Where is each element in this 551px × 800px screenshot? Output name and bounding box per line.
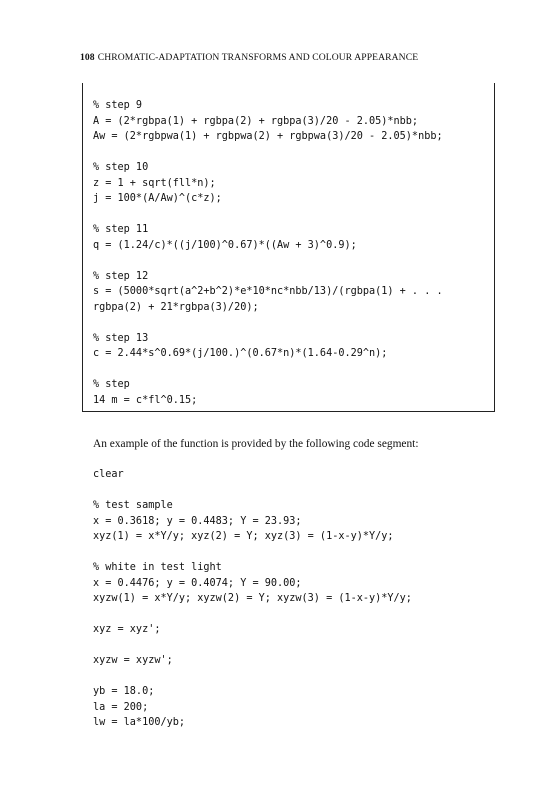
code-line [93, 315, 443, 331]
chapter-title: CHROMATIC-ADAPTATION TRANSFORMS AND COLOUR APPEARANCE [97, 52, 419, 63]
code-line: yb = 18.0; [93, 686, 155, 697]
code-line: % step 9 [93, 100, 143, 111]
example-code-segment [93, 467, 412, 731]
intro-paragraph: An example of the function is provided by the following code segment: [93, 438, 419, 450]
code-line: xyz(1) = x*Y/y; xyz(2) = Y; xyz(3) = (1-x-y)*Y/y; [93, 531, 394, 542]
code-listing [93, 98, 443, 408]
code-line: q = (1.24/c)*((j/100)^0.67)*((Aw + 3)^0.9); [93, 239, 357, 251]
code-line: s = (5000*sqrt(a^2+b^2)*e*10*nc*nbb/13)/(rgbpa(1) + . . . [93, 286, 443, 297]
page-number: 108 [80, 52, 95, 63]
code-line: % step 12 [93, 270, 149, 282]
code-line: xyz = xyz'; [93, 624, 161, 635]
code-line: % step 13 [93, 332, 149, 344]
code-line [93, 483, 412, 499]
code-line: Aw = (2*rgbpwa(1) + rgbpwa(2) + rgbpwa(3)/20 - 2.05)*nbb; [93, 131, 443, 142]
code-line: la = 200; [93, 701, 149, 713]
code-line: % step 10 [93, 162, 149, 173]
code-line [93, 545, 412, 561]
code-line [93, 253, 443, 269]
code-line: x = 0.3618; y = 0.4483; Y = 23.93; [93, 515, 302, 527]
code-line: % test sample [93, 500, 173, 511]
code-line: xyzw(1) = x*Y/y; xyzw(2) = Y; xyzw(3) = (1-x-y)*Y/y; [93, 593, 412, 604]
code-line [93, 362, 443, 378]
code-line [93, 607, 412, 623]
code-line: 14 m = c*fl^0.15; [93, 394, 198, 406]
code-line: lw = la*100/yb; [93, 717, 186, 728]
running-header [80, 52, 480, 63]
code-line: clear [93, 469, 124, 480]
code-line: c = 2.44*s^0.69*(j/100.)^(0.67*n)*(1.64-0.29^n); [93, 348, 388, 359]
code-line [93, 207, 443, 223]
code-line: % step [93, 379, 130, 390]
code-line: xyzw = xyzw'; [93, 655, 173, 666]
code-line: rgbpa(2) + 21*rgbpa(3)/20); [93, 301, 259, 313]
code-line: A = (2*rgbpa(1) + rgbpa(2) + rgbpa(3)/20 - 2.05)*nbb; [93, 115, 419, 127]
code-line: z = 1 + sqrt(fll*n); [93, 177, 216, 189]
code-line [93, 638, 412, 654]
code-line [93, 669, 412, 685]
code-line [93, 145, 443, 161]
code-line: % step 11 [93, 224, 149, 235]
code-line: j = 100*(A/Aw)^(c*z); [93, 193, 222, 204]
code-line: % white in test light [93, 562, 222, 573]
code-line: x = 0.4476; y = 0.4074; Y = 90.00; [93, 577, 302, 589]
